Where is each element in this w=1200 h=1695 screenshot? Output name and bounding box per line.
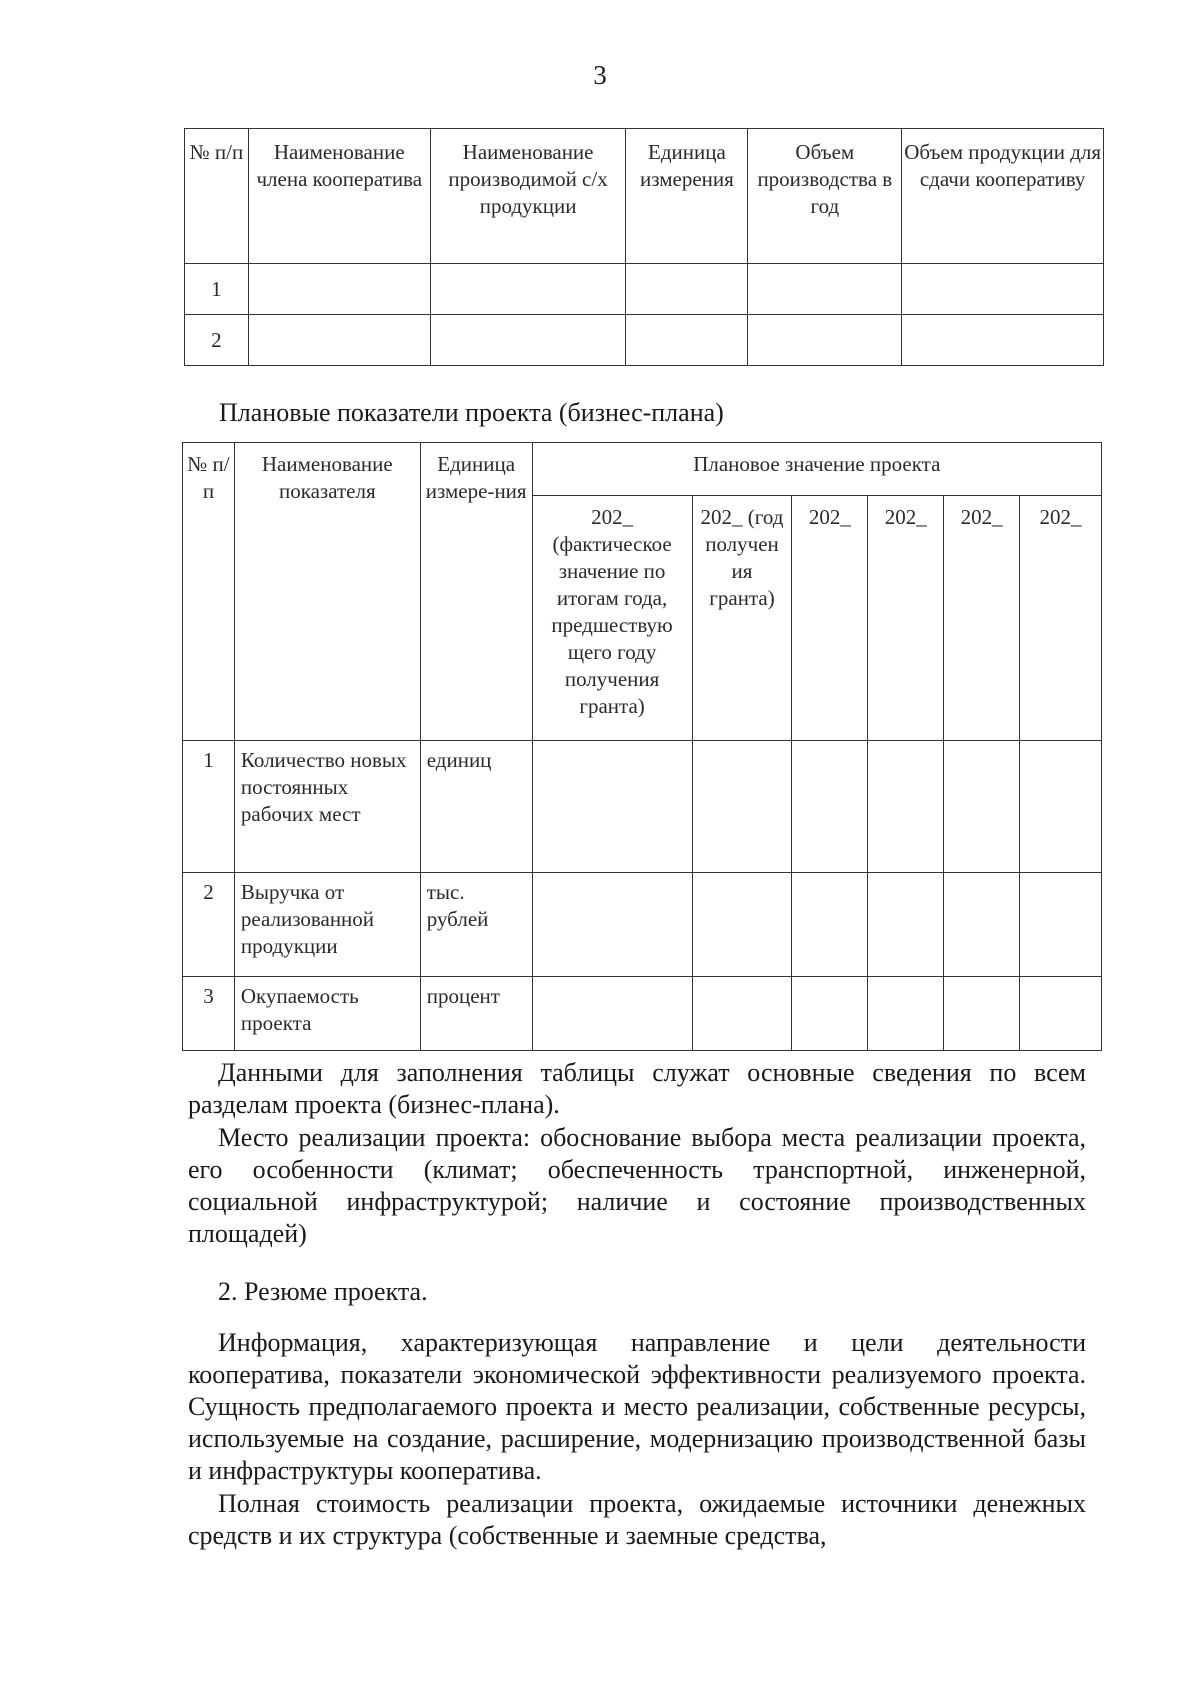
page-number: 3 <box>593 60 607 90</box>
table-cell <box>792 741 868 873</box>
row-number: 2 <box>185 315 249 366</box>
table-cell <box>248 264 430 315</box>
paragraph-summary-info: Информация, характеризующая направление и цели деятельности кооператива, показатели экономической эффективности реализуемого проекта. Сущность предполагаемого проекта и место реализации, собственные ресурсы, используемые на создание, расширение, модернизацию производственной базы и инфраструктуры кооператива. <box>188 1328 1086 1485</box>
paragraph-table-source: Данными для заполнения таблицы служат основные сведения по всем разделам проекта (бизнес-плана). <box>188 1058 1086 1119</box>
table-cell <box>1020 741 1102 873</box>
table-cell <box>748 315 902 366</box>
header-member-name: Наименование члена кооператива <box>248 129 430 264</box>
table-cell <box>792 873 868 977</box>
table-row <box>183 977 1102 1051</box>
row-number: 1 <box>185 264 249 315</box>
table-header-row <box>185 129 1104 264</box>
table-cell <box>868 741 944 873</box>
header-indicator-name: Наименование показателя <box>234 443 420 741</box>
table-cell <box>868 873 944 977</box>
table-cell <box>532 741 692 873</box>
section-heading-summary: 2. Резюме проекта. <box>218 1277 428 1306</box>
paragraph-project-location: Место реализации проекта: обоснование выбора места реализации проекта, его особенности (климат; обеспеченность транспортной, инженерной, социальной инфраструктурой; наличие и состояние производственных площадей) <box>188 1123 1086 1248</box>
row-number: 2 <box>183 873 235 977</box>
table-cell <box>692 977 792 1051</box>
table-row <box>183 873 1102 977</box>
indicator-unit: единиц <box>420 741 532 873</box>
table-cell <box>792 977 868 1051</box>
header-year: 202_ <box>944 496 1020 741</box>
table-cell <box>248 315 430 366</box>
table-cell <box>430 264 626 315</box>
table-cell <box>1020 977 1102 1051</box>
table-cell <box>692 741 792 873</box>
header-num: № п/п <box>185 129 249 264</box>
paragraph-project-cost: Полная стоимость реализации проекта, ожидаемые источники денежных средств и их структура (собственные и заемные средства, <box>188 1489 1086 1550</box>
header-year: 202_ <box>792 496 868 741</box>
table-cell <box>944 873 1020 977</box>
header-unit: Единица измерения <box>626 129 748 264</box>
header-unit: Единица измере-ния <box>420 443 532 741</box>
header-planned-value: Плановое значение проекта <box>532 443 1101 496</box>
table-row <box>183 741 1102 873</box>
table-cell <box>1020 873 1102 977</box>
header-year-actual: 202_ (фактическое значение по итогам года, предшествую щего году получения гранта) <box>532 496 692 741</box>
table-cell <box>748 264 902 315</box>
table-row <box>185 264 1104 315</box>
table-cell <box>626 315 748 366</box>
header-year: 202_ <box>1020 496 1102 741</box>
table-cell <box>532 977 692 1051</box>
table-cell <box>692 873 792 977</box>
indicator-unit: тыс. рублей <box>420 873 532 977</box>
header-volume: Объем производства в год <box>748 129 902 264</box>
table-cell <box>902 264 1104 315</box>
table-cell <box>944 741 1020 873</box>
table-cell <box>430 315 626 366</box>
cooperative-members-table <box>184 128 1104 366</box>
row-number: 1 <box>183 741 235 873</box>
section-title: Плановые показатели проекта (бизнес-плана) <box>219 398 724 427</box>
table-cell <box>944 977 1020 1051</box>
indicator-name: Окупаемость проекта <box>234 977 420 1051</box>
header-volume-coop: Объем продукции для сдачи кооперативу <box>902 129 1104 264</box>
header-product-name: Наименование производимой с/х продукции <box>430 129 626 264</box>
header-num: № п/п <box>183 443 235 741</box>
planned-indicators-table <box>182 442 1102 1051</box>
header-year-grant: 202_ (год получен ия гранта) <box>692 496 792 741</box>
indicator-name: Количество новых постоянных рабочих мест <box>234 741 420 873</box>
indicator-name: Выручка от реализованной продукции <box>234 873 420 977</box>
table-row <box>185 315 1104 366</box>
header-year: 202_ <box>868 496 944 741</box>
table-cell <box>902 315 1104 366</box>
table-header-row <box>183 443 1102 496</box>
table-cell <box>626 264 748 315</box>
table-cell <box>868 977 944 1051</box>
table-cell <box>532 873 692 977</box>
row-number: 3 <box>183 977 235 1051</box>
indicator-unit: процент <box>420 977 532 1051</box>
